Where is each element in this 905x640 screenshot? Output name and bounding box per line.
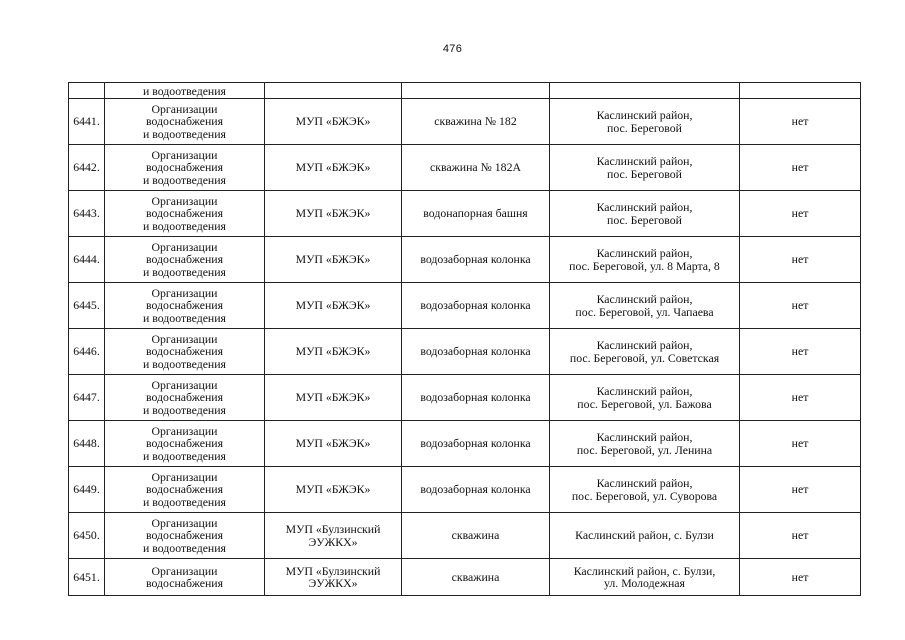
owner-line: ЭУЖКХ» xyxy=(308,534,358,549)
address-cell xyxy=(550,191,740,237)
category-cell xyxy=(105,467,265,513)
table-row xyxy=(69,145,861,191)
category-cell xyxy=(105,329,265,375)
address-line: Каслинский район, с. Булзи xyxy=(575,528,714,543)
status-cell: нет xyxy=(740,283,861,329)
address-line: ул. Молодежная xyxy=(604,576,685,590)
row-number-cell: 6447. xyxy=(69,375,105,421)
category-line: Организации xyxy=(151,377,218,392)
table-row xyxy=(69,329,861,375)
owner-cell xyxy=(265,513,402,559)
address-line: Каслинский район, xyxy=(596,384,693,399)
object-cell xyxy=(402,467,550,513)
category-line: и водоотведения xyxy=(143,402,226,417)
owner-line: МУП «БЖЭК» xyxy=(295,114,371,129)
owner-line: МУП «БЖЭК» xyxy=(295,206,371,221)
address-line: Каслинский район, xyxy=(596,476,693,491)
owner-cell xyxy=(265,237,402,283)
address-line: пос. Береговой xyxy=(607,212,682,227)
category-cell xyxy=(105,191,265,237)
address-cell xyxy=(550,421,740,467)
table-row xyxy=(69,191,861,237)
row-number-cell: 6444. xyxy=(69,237,105,283)
row-number-cell: 6448. xyxy=(69,421,105,467)
category-line: Организации xyxy=(151,331,218,346)
owner-line: МУП «БЖЭК» xyxy=(295,298,371,313)
address-cell xyxy=(550,145,740,191)
category-line: и водоотведения xyxy=(143,126,226,141)
table-row xyxy=(69,237,861,283)
object-cell xyxy=(402,237,550,283)
continuation-num-cell xyxy=(69,83,105,99)
category-line: Организации xyxy=(151,101,218,116)
category-line: водоснабжения xyxy=(145,436,224,451)
owner-cell xyxy=(265,191,402,237)
category-line: водоснабжения xyxy=(145,482,224,497)
owner-line: МУП «Булзинский xyxy=(285,522,381,537)
continuation-status-cell xyxy=(740,83,861,99)
category-line: Организации xyxy=(151,423,218,438)
category-line: водоснабжения xyxy=(145,344,224,359)
owner-line: МУП «БЖЭК» xyxy=(295,252,371,267)
table-row xyxy=(69,99,861,145)
address-cell xyxy=(550,237,740,283)
owner-line: МУП «БЖЭК» xyxy=(295,436,371,451)
status-cell: нет xyxy=(740,375,861,421)
address-cell xyxy=(550,99,740,145)
table-body xyxy=(69,83,861,596)
address-line: пос. Береговой, ул. Суворова xyxy=(571,488,718,503)
address-line: пос. Береговой xyxy=(607,166,682,181)
table-row xyxy=(69,559,861,596)
object-cell xyxy=(402,421,550,467)
category-line: водоснабжения xyxy=(145,298,224,313)
owner-cell xyxy=(265,559,402,596)
status-cell: нет xyxy=(740,145,861,191)
category-cell xyxy=(105,237,265,283)
table-row xyxy=(69,375,861,421)
row-number-cell: 6446. xyxy=(69,329,105,375)
continuation-row xyxy=(69,83,861,99)
category-cell xyxy=(105,559,265,596)
status-cell: нет xyxy=(740,421,861,467)
address-cell xyxy=(550,283,740,329)
table-row xyxy=(69,513,861,559)
category-cell xyxy=(105,99,265,145)
object-cell xyxy=(402,283,550,329)
object-line: скважина № 182А xyxy=(430,160,521,175)
owner-line: ЭУЖКХ» xyxy=(308,576,358,590)
address-cell xyxy=(550,329,740,375)
status-cell: нет xyxy=(740,237,861,283)
object-line: водонапорная башня xyxy=(423,206,528,221)
category-cell xyxy=(105,283,265,329)
continuation-owner-cell xyxy=(265,83,402,99)
owner-line: МУП «БЖЭК» xyxy=(295,160,371,175)
category-line: водоснабжения xyxy=(145,576,224,590)
continuation-address-cell xyxy=(550,83,740,99)
address-cell xyxy=(550,467,740,513)
category-line: и водоотведения xyxy=(143,172,226,187)
object-line: водозаборная колонка xyxy=(420,344,531,359)
row-number-cell: 6445. xyxy=(69,283,105,329)
address-line: пос. Береговой xyxy=(607,120,682,135)
object-cell xyxy=(402,559,550,596)
object-cell xyxy=(402,191,550,237)
table-row xyxy=(69,283,861,329)
address-line: пос. Береговой, ул. 8 Марта, 8 xyxy=(569,258,720,273)
address-line: Каслинский район, xyxy=(596,292,693,307)
category-line: водоснабжения xyxy=(145,114,224,129)
category-line: Организации xyxy=(151,193,218,208)
owner-cell xyxy=(265,421,402,467)
address-line: пос. Береговой, ул. Чапаева xyxy=(575,304,714,319)
category-line: и водоотведения xyxy=(143,218,226,233)
category-line: Организации xyxy=(151,515,218,530)
object-line: водозаборная колонка xyxy=(420,252,531,267)
category-cell xyxy=(105,513,265,559)
object-line: скважина xyxy=(451,528,500,543)
address-line: пос. Береговой, ул. Советская xyxy=(569,350,720,365)
category-line: и водоотведения xyxy=(143,264,226,279)
owner-line: МУП «БЖЭК» xyxy=(295,482,371,497)
owner-cell xyxy=(265,99,402,145)
address-line: Каслинский район, xyxy=(596,108,693,123)
address-cell xyxy=(550,513,740,559)
owner-cell xyxy=(265,329,402,375)
category-line: Организации xyxy=(151,469,218,484)
object-line: скважина xyxy=(451,569,500,584)
object-line: водозаборная колонка xyxy=(420,436,531,451)
owner-cell xyxy=(265,283,402,329)
row-number-cell: 6451. xyxy=(69,559,105,596)
category-line: и водоотведения xyxy=(143,494,226,509)
category-line: и водоотведения xyxy=(143,310,226,325)
row-number-cell: 6450. xyxy=(69,513,105,559)
address-line: пос. Береговой, ул. Ленина xyxy=(576,442,713,457)
row-number-cell: 6441. xyxy=(69,99,105,145)
category-line: Организации xyxy=(151,285,218,300)
category-cell xyxy=(105,375,265,421)
status-cell: нет xyxy=(740,513,861,559)
object-line: водозаборная колонка xyxy=(420,298,531,313)
owner-line: МУП «Булзинский xyxy=(285,563,381,578)
table-row xyxy=(69,467,861,513)
page-number: 476 xyxy=(442,43,463,55)
object-cell xyxy=(402,375,550,421)
status-cell: нет xyxy=(740,191,861,237)
category-line: водоснабжения xyxy=(145,160,224,175)
category-line: водоснабжения xyxy=(145,206,224,221)
category-line: и водоотведения xyxy=(143,356,226,371)
owner-cell xyxy=(265,145,402,191)
address-line: пос. Береговой, ул. Бажова xyxy=(577,396,712,411)
owner-cell xyxy=(265,375,402,421)
object-cell xyxy=(402,513,550,559)
row-number-cell: 6442. xyxy=(69,145,105,191)
address-line: Каслинский район, xyxy=(596,200,693,215)
status-cell: нет xyxy=(740,329,861,375)
object-line: водозаборная колонка xyxy=(420,390,531,405)
object-cell xyxy=(402,329,550,375)
row-number-cell: 6443. xyxy=(69,191,105,237)
category-line: водоснабжения xyxy=(145,252,224,267)
category-line: Организации xyxy=(151,147,218,162)
category-line: и водоотведения xyxy=(143,540,226,555)
object-cell xyxy=(402,145,550,191)
continuation-object-cell xyxy=(402,83,550,99)
registry-table xyxy=(68,82,861,596)
continuation-category-cell: и водоотведения xyxy=(105,83,265,99)
category-line: и водоотведения xyxy=(143,448,226,463)
row-number-cell: 6449. xyxy=(69,467,105,513)
address-line: Каслинский район, xyxy=(596,246,693,261)
address-cell xyxy=(550,559,740,596)
object-line: скважина № 182 xyxy=(434,114,517,129)
status-cell: нет xyxy=(740,99,861,145)
category-cell xyxy=(105,421,265,467)
object-cell xyxy=(402,99,550,145)
category-line: водоснабжения xyxy=(145,390,224,405)
owner-cell xyxy=(265,467,402,513)
category-line: Организации xyxy=(151,239,218,254)
table-row xyxy=(69,421,861,467)
status-cell: нет xyxy=(740,467,861,513)
address-line: Каслинский район, xyxy=(596,154,693,169)
status-cell: нет xyxy=(740,559,861,596)
category-line: водоснабжения xyxy=(145,528,224,543)
owner-line: МУП «БЖЭК» xyxy=(295,390,371,405)
object-line: водозаборная колонка xyxy=(420,482,531,497)
category-line: Организации xyxy=(151,563,218,578)
address-line: Каслинский район, с. Булзи, xyxy=(573,563,716,578)
address-line: Каслинский район, xyxy=(596,430,693,445)
address-line: Каслинский район, xyxy=(596,338,693,353)
owner-line: МУП «БЖЭК» xyxy=(295,344,371,359)
category-cell xyxy=(105,145,265,191)
address-cell xyxy=(550,375,740,421)
